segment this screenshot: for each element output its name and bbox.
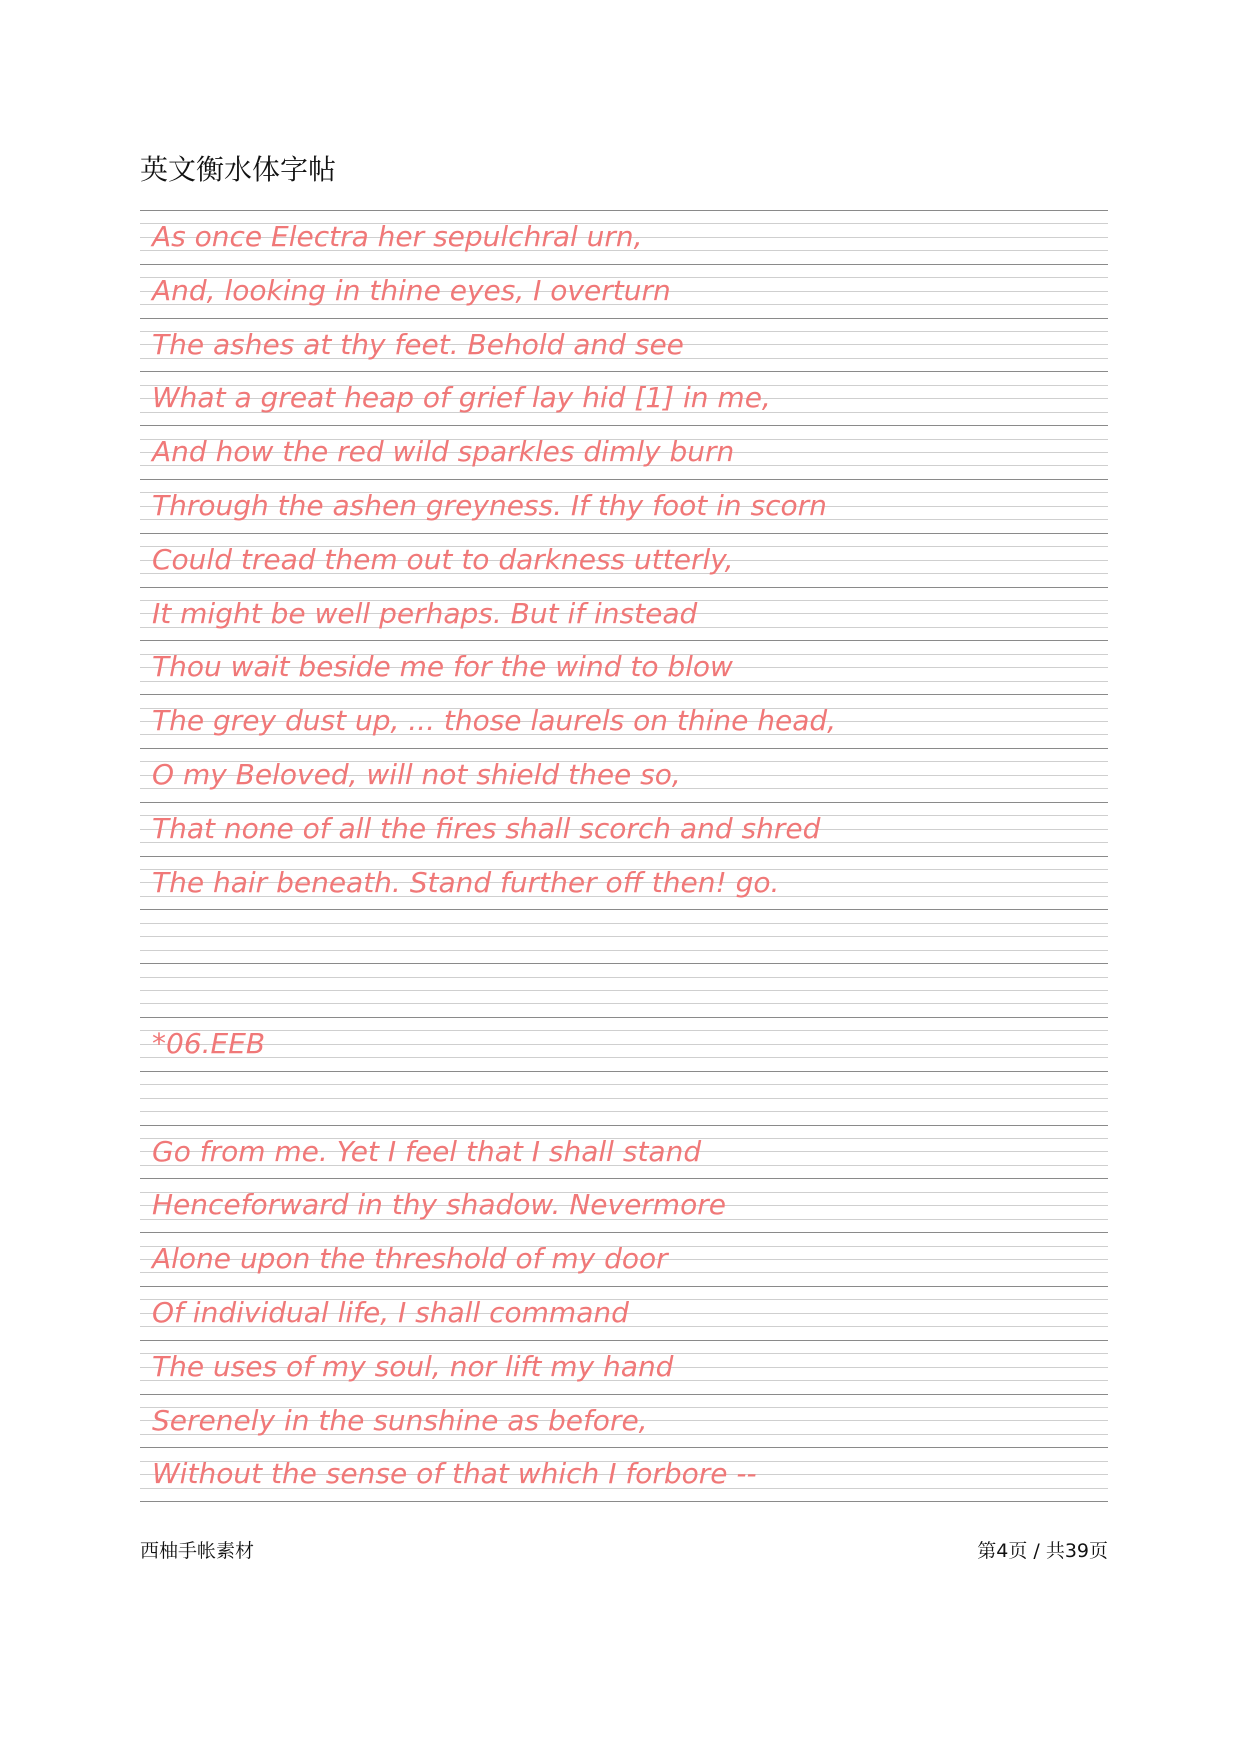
guide-rule [140, 1098, 1108, 1099]
ruled-line-row [140, 1071, 1108, 1125]
baseline-rule [140, 748, 1108, 749]
guide-rule [140, 990, 1108, 991]
copy-text-line: Serenely in the sunshine as before, [152, 1403, 648, 1437]
copy-text-line: Alone upon the threshold of my door [152, 1242, 668, 1276]
baseline-rule [140, 1017, 1108, 1018]
copy-text-line: Of individual life, I shall command [152, 1295, 629, 1329]
ruled-line-row [140, 533, 1108, 587]
ruled-line-row [140, 587, 1108, 641]
baseline-rule [140, 1286, 1108, 1287]
ruled-line-row [140, 1232, 1108, 1286]
footer-source: 西柚手帐素材 [140, 1540, 255, 1562]
copy-text-line: What a great heap of grief lay hid [1] in me, [152, 381, 771, 415]
baseline-rule [140, 587, 1108, 588]
baseline-rule [140, 856, 1108, 857]
ruled-line-row [140, 479, 1108, 533]
ruled-line-row [140, 963, 1108, 1017]
baseline-rule [140, 425, 1108, 426]
baseline-rule [140, 318, 1108, 319]
baseline-rule [140, 371, 1108, 372]
copy-text-line: The ashes at thy feet. Behold and see [152, 327, 684, 361]
baseline-rule [140, 909, 1108, 910]
ruled-line-row [140, 1394, 1108, 1448]
ruled-line-row [140, 909, 1108, 963]
ruled-line-row [140, 856, 1108, 910]
ruled-line-row [140, 1125, 1108, 1179]
guide-rule [140, 1030, 1108, 1031]
copy-text-line: *06.EEB [152, 1026, 266, 1060]
ruled-line-row [140, 1286, 1108, 1340]
baseline-rule [140, 1071, 1108, 1072]
copy-text-line: And how the red wild sparkles dimly burn [152, 435, 735, 469]
baseline-rule [140, 1447, 1108, 1448]
ruled-line-row [140, 694, 1108, 748]
baseline-rule [140, 694, 1108, 695]
copy-text-line: Henceforward in thy shadow. Nevermore [152, 1188, 726, 1222]
guide-rule [140, 950, 1108, 951]
baseline-rule [140, 963, 1108, 964]
ruled-line-row [140, 802, 1108, 856]
copybook-sheet [140, 210, 1108, 1502]
guide-rule [140, 923, 1108, 924]
guide-rule [140, 1003, 1108, 1004]
baseline-rule [140, 533, 1108, 534]
ruled-line-row [140, 1017, 1108, 1071]
guide-rule [140, 1084, 1108, 1085]
guide-rule [140, 977, 1108, 978]
baseline-rule [140, 640, 1108, 641]
copy-text-line: Without the sense of that which I forbore -- [152, 1457, 757, 1491]
baseline-rule [140, 1232, 1108, 1233]
footer-page-info: 第4页 / 共39页 [977, 1540, 1108, 1562]
page-title: 英文衡水体字帖 [140, 153, 337, 186]
ruled-line-row [140, 1447, 1108, 1502]
copy-text-line: As once Electra her sepulchral urn, [152, 220, 643, 253]
ruled-line-row [140, 640, 1108, 694]
copy-text-line: The uses of my soul, nor lift my hand [152, 1349, 674, 1383]
ruled-line-row [140, 210, 1108, 264]
baseline-rule [140, 802, 1108, 803]
copy-text-line: Thou wait beside me for the wind to blow [152, 650, 733, 684]
baseline-rule [140, 479, 1108, 480]
copy-text-line: Go from me. Yet I feel that I shall stand [152, 1134, 702, 1168]
copy-text-line: And, looking in thine eyes, I overturn [152, 273, 671, 307]
ruled-line-row [140, 371, 1108, 425]
guide-rule [140, 936, 1108, 937]
copy-text-line: O my Beloved, will not shield thee so, [152, 757, 681, 791]
ruled-line-row [140, 318, 1108, 372]
baseline-rule [140, 1394, 1108, 1395]
baseline-rule [140, 1125, 1108, 1126]
guide-rule [140, 1111, 1108, 1112]
guide-rule [140, 1044, 1108, 1045]
copy-text-line: The grey dust up, ... those laurels on thine head, [152, 704, 837, 738]
copy-text-line: The hair beneath. Stand further off then! go. [152, 865, 780, 899]
ruled-line-row [140, 425, 1108, 479]
ruled-line-row [140, 1340, 1108, 1394]
baseline-rule [140, 210, 1108, 211]
copy-text-line: That none of all the fires shall scorch and shred [152, 811, 821, 845]
ruled-line-row [140, 748, 1108, 802]
ruled-line-row [140, 1178, 1108, 1232]
copy-text-line: It might be well perhaps. But if instead [152, 596, 698, 630]
baseline-rule [140, 264, 1108, 265]
ruled-line-row [140, 264, 1108, 318]
copy-text-line: Could tread them out to darkness utterly, [152, 542, 734, 576]
guide-rule [140, 1057, 1108, 1058]
copy-text-line: Through the ashen greyness. If thy foot in scorn [152, 488, 827, 522]
baseline-rule [140, 1340, 1108, 1341]
baseline-rule [140, 1178, 1108, 1179]
